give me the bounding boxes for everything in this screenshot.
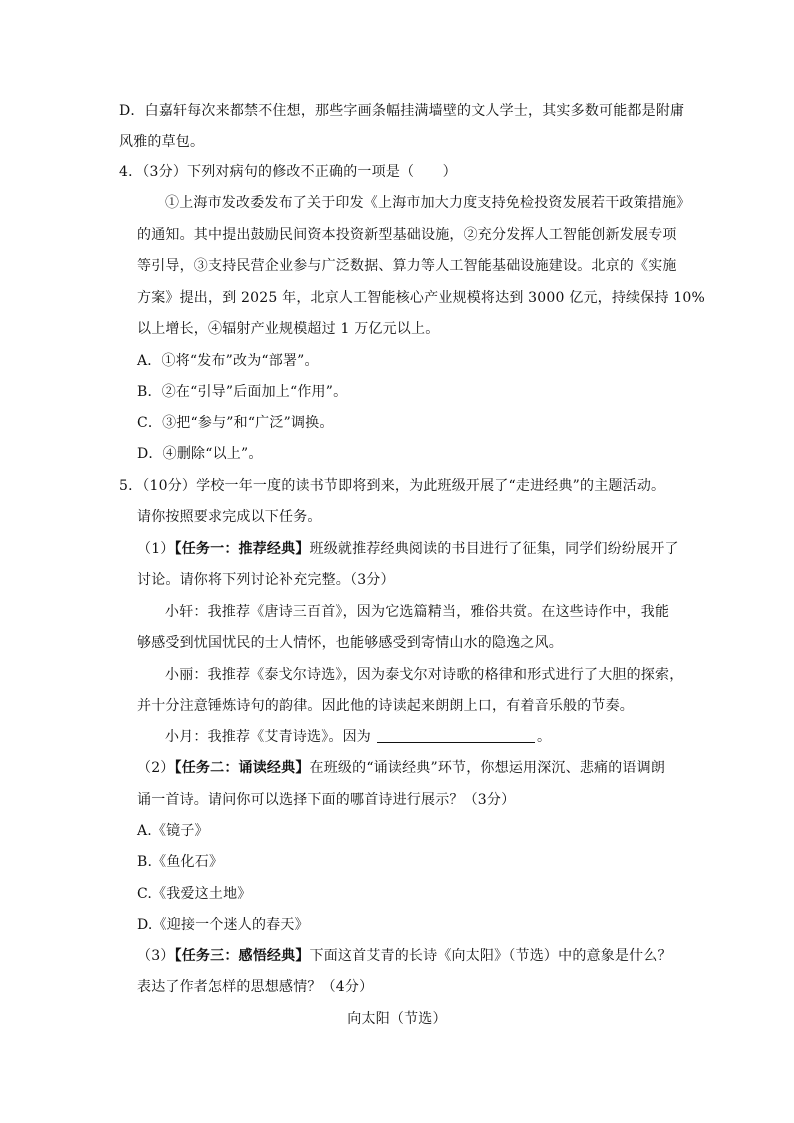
q4-option-a: A．①将“发布”改为“部署”。: [137, 353, 319, 369]
q4-stem: 4．（3分）下列对病句的修改不正确的一项是（ ）: [119, 164, 457, 180]
q4-passage-line: 以上增长，④辐射产业规模超过 1 万亿元以上。: [137, 321, 440, 337]
xiaoli-line2: 并十分注意锤炼诗句的韵律。因此他的诗读起来朗朗上口，有着音乐般的节奏。: [137, 698, 634, 714]
q5-stem-line2: 请你按照要求完成以下任务。: [137, 509, 322, 525]
q4-option-d: D．④删除“以上”。: [137, 446, 263, 462]
task1-prefix: （1）: [137, 541, 175, 557]
poem-title: 向太阳（节选）: [347, 1011, 447, 1027]
task2-option-b: B.《鱼化石》: [137, 854, 224, 870]
q5-stem-line1: 5．（10分）学校一年一度的读书节即将到来，为此班级开展了“走进经典”的主题活动。: [119, 478, 666, 494]
q3-option-d-line2: 风雅的草包。: [119, 134, 205, 150]
task3-prefix: （3）: [137, 948, 175, 964]
task1-text: 班级就推荐经典阅读的书目进行了征集，同学们纷纷展开了: [309, 541, 679, 557]
task2-option-d: D.《迎接一个迷人的春天》: [137, 917, 309, 933]
q4-option-b: B．②在“引导”后面加上“作用”。: [137, 384, 348, 400]
task2-prefix: （2）: [137, 760, 175, 776]
q3-option-d-line1: D．白嘉轩每次来都禁不住想，那些字画条幅挂满墙壁的文人学士，其实多数可能都是附庸: [119, 103, 685, 119]
task2-tag: 【任务二：诵读经典】: [174, 760, 310, 776]
task2-text: 在班级的“诵读经典”环节，你想运用深沉、悲痛的语调朗: [309, 760, 666, 776]
q4-passage-line: 等引导，③支持民营企业参与广泛数据、算力等人工智能基础设施建设。北京的《实施: [137, 258, 677, 274]
task3-text: 下面这首艾青的长诗《向太阳》（节选）中的意象是什么？: [309, 948, 672, 964]
q5-task1-line1: [137, 539, 679, 559]
task1-tag: 【任务一：推荐经典】: [174, 541, 310, 557]
q5-task3-line2: 表达了作者怎样的思想感情？（4分）: [137, 979, 374, 995]
xiaoyue-text: 小月：我推荐《艾青诗选》。因为: [165, 729, 371, 745]
xiaoyue-line: [165, 727, 551, 747]
task2-option-c: C.《我爱这土地》: [137, 886, 252, 902]
xiaoxuan-line2: 够感受到忧国忧民的士人情怀，也能够感受到寄情山水的隐逸之风。: [137, 635, 563, 651]
q5-task1-line2: 讨论。请你将下列讨论补充完整。（3分）: [137, 572, 395, 588]
xiaoyue-end: 。: [537, 729, 552, 745]
q5-task3-line1: [137, 946, 672, 966]
q5-task2-line2: 诵一首诗。请问你可以选择下面的哪首诗进行展示？（3分）: [137, 792, 516, 808]
q4-passage-line: 方案》提出，到 2025 年，北京人工智能核心产业规模将达到 3000 亿元，持续保持 10%: [137, 290, 706, 306]
xiaoxuan-line1: 小轩：我推荐《唐诗三百首》，因为它选篇精当，雅俗共赏。在这些诗作中，我能: [165, 604, 670, 620]
task3-tag: 【任务三：感悟经典】: [174, 948, 310, 964]
q4-option-c: C．③把“参与”和“广泛”调换。: [137, 415, 334, 431]
q5-task2-line1: [137, 758, 665, 778]
xiaoli-line1: 小丽：我推荐《泰戈尔诗选》，因为泰戈尔对诗歌的格律和形式进行了大胆的探索，: [165, 667, 684, 683]
answer-blank[interactable]: [377, 728, 535, 743]
q4-passage-line: ①上海市发改委发布了关于印发《上海市加大力度支持免检投资发展若干政策措施》: [165, 195, 691, 211]
task2-option-a: A.《镜子》: [137, 823, 209, 839]
q4-passage-line: 的通知。其中提出鼓励民间资本投资新型基础设施，②充分发挥人工智能创新发展专项: [137, 227, 677, 243]
